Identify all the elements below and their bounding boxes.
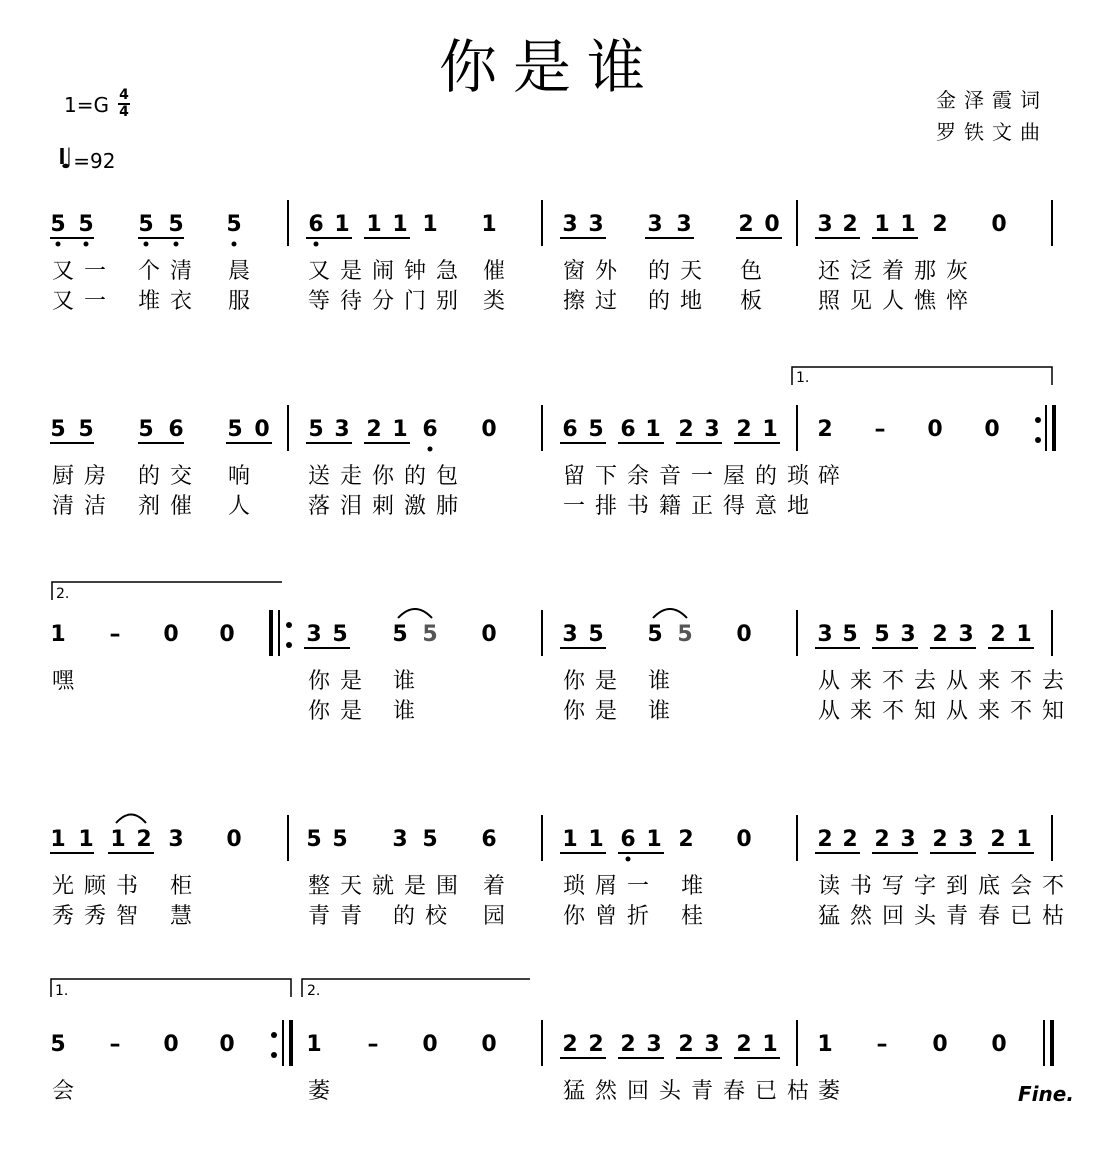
note: 3 [958,622,974,647]
lyric: 着 [483,874,516,899]
volta-label-1b: 1. [55,983,69,999]
note: 6 [481,827,497,852]
note: – [109,1032,121,1057]
lyric: 桂 [681,904,714,929]
note: 2 [874,827,890,852]
note: 0 [764,212,780,237]
note: 0 [481,1032,497,1057]
lyric: 慧 [170,904,203,929]
lyric: 清洁 [52,494,117,519]
note: 5 [422,622,438,647]
note: 0 [991,212,1007,237]
time-bottom: 4 [119,104,129,120]
note: 1 [422,212,438,237]
note: 0 [736,827,752,852]
note: 2 [932,622,948,647]
note: 5 [226,212,242,237]
note: 3 [900,622,916,647]
note: 5 [842,622,858,647]
note: 1 [646,827,662,852]
volta-label-2: 2. [56,586,70,602]
lyric: 响 [228,464,261,489]
lyric: 猛然回头青春已枯 [818,904,1075,929]
note: 3 [392,827,408,852]
note: 0 [991,1032,1007,1057]
note: 0 [984,417,1000,442]
lyric: 等待分门别 [308,289,469,314]
note: 1 [588,827,604,852]
lyric: 萎 [818,1079,851,1104]
note: 1 [1016,622,1032,647]
note: 5 [874,622,890,647]
lyric: 从来不去从来不去 [818,669,1075,694]
note: 6 [308,212,324,237]
note: 1 [50,622,66,647]
note: 2 [736,1032,752,1057]
note: 3 [704,1032,720,1057]
lyric: 窗外 [563,259,628,284]
tempo-value: =92 [73,149,116,173]
note: 1 [762,417,778,442]
note: 3 [646,1032,662,1057]
note: 1 [334,212,350,237]
lyric: 的地 [648,289,713,314]
note: 0 [481,622,497,647]
lyric: 堆衣 [138,289,203,314]
note: 5 [422,827,438,852]
lyric: 你是 [308,699,373,724]
note: 2 [842,827,858,852]
lyric: 厨房 [52,464,117,489]
note: 0 [219,622,235,647]
note: 5 [78,212,94,237]
volta-brackets [51,367,1052,997]
note: 0 [254,417,270,442]
lyric: 园 [483,904,516,929]
lyric: 留下余音一屋的琐 [563,464,820,489]
note: 2 [136,827,152,852]
note: 6 [168,417,184,442]
lyric: 谁 [648,669,681,694]
lyric: 的天 [648,259,713,284]
lyric: 嘿 [52,669,85,694]
lyric: 板 [740,289,773,314]
note: 5 [588,622,604,647]
note: 3 [562,212,578,237]
lyric: 你是 [563,669,628,694]
lyric: 晨 [228,259,261,284]
note: 5 [306,827,322,852]
note: 3 [306,622,322,647]
note: 2 [620,1032,636,1057]
quarter-note-icon: ♩ [60,142,74,175]
lyric: 会 [52,1079,85,1104]
note: 1 [645,417,661,442]
note: 6 [562,417,578,442]
lyric: 柜 [170,874,203,899]
lyric: 你曾折 [563,904,660,929]
note: 5 [138,212,154,237]
lyric: 还泛着那灰 [818,259,979,284]
lyricist-credit: 金泽霞词 [936,88,1048,112]
note: 3 [334,417,350,442]
note: 1 [50,827,66,852]
note: 2 [678,827,694,852]
note: 5 [78,417,94,442]
lyric: 谁 [393,699,426,724]
note: 1 [900,212,916,237]
lyric: 猛然回头青春已枯 [563,1079,820,1104]
note: 1 [392,212,408,237]
volta-label-1: 1. [796,370,810,386]
lyric: 谁 [648,699,681,724]
note: 0 [736,622,752,647]
note: 1 [562,827,578,852]
lyric: 又是闹钟急 [308,259,469,284]
repeat-dots [271,417,1041,1058]
note: 2 [562,1032,578,1057]
note: 2 [736,417,752,442]
note: 5 [50,212,66,237]
note: 5 [392,622,408,647]
composer-credit: 罗铁文曲 [936,120,1048,144]
note: 3 [817,622,833,647]
note: 5 [332,827,348,852]
note: – [109,622,121,647]
note: – [874,417,886,442]
note: 0 [219,1032,235,1057]
lyric: 你是 [308,669,373,694]
lyric: 照见人憔悴 [818,289,979,314]
volta-label-2b: 2. [307,983,321,999]
lyric: 谁 [393,669,426,694]
lyric: 又一 [52,259,117,284]
lyric: 催 [483,259,516,284]
lyric: 光顾书 [52,874,149,899]
lyric: 琐屑一 [563,874,660,899]
note: 2 [990,622,1006,647]
note: 2 [588,1032,604,1057]
note: 3 [817,212,833,237]
lyric: 个清 [138,259,203,284]
barlines [271,200,1054,1066]
note: 1 [817,1032,833,1057]
lyric: 萎 [308,1079,341,1104]
key-signature: 1=G [64,93,109,117]
note: 2 [932,212,948,237]
lyric: 堆 [681,874,714,899]
note: 5 [138,417,154,442]
note: 5 [50,417,66,442]
fine-marking: Fine. [1018,1082,1074,1106]
note: 1 [78,827,94,852]
note: 5 [50,1032,66,1057]
note: 2 [842,212,858,237]
note: 2 [366,417,382,442]
note: 3 [647,212,663,237]
lyric: 秀秀智 [52,904,149,929]
note: 6 [422,417,438,442]
note: 1 [366,212,382,237]
lyric: 色 [740,259,773,284]
note: – [876,1032,888,1057]
note: 1 [306,1032,322,1057]
note: – [367,1032,379,1057]
note: 0 [481,417,497,442]
lyric: 人 [228,494,261,519]
page-title: 你是谁 [438,33,661,101]
note: 5 [677,622,693,647]
lyric: 从来不知从来不知 [818,699,1075,724]
note: 1 [1016,827,1032,852]
note: 3 [704,417,720,442]
lyric: 青青 [308,904,373,929]
note: 1 [762,1032,778,1057]
lyric: 的交 [138,464,203,489]
note: 5 [588,417,604,442]
note: 3 [676,212,692,237]
octave-dots [56,242,631,862]
note: 1 [110,827,126,852]
note: 0 [226,827,242,852]
lyric: 一排书籍正得意地 [563,494,820,519]
note: 2 [738,212,754,237]
note: 0 [422,1032,438,1057]
note: 5 [332,622,348,647]
lyric: 你是 [563,699,628,724]
note: 6 [620,417,636,442]
note: 2 [990,827,1006,852]
lyric: 送走你的包 [308,464,469,489]
note: 5 [168,212,184,237]
note: 3 [900,827,916,852]
note: 3 [958,827,974,852]
lyric: 碎 [818,464,851,489]
note: 2 [678,1032,694,1057]
note: 0 [932,1032,948,1057]
note: 2 [932,827,948,852]
lyric: 又一 [52,289,117,314]
lyric: 类 [483,289,516,314]
note: 6 [620,827,636,852]
note: 2 [817,827,833,852]
note: 0 [163,622,179,647]
lyric: 落泪刺激肺 [308,494,469,519]
note: 3 [168,827,184,852]
note: 0 [927,417,943,442]
note: 1 [874,212,890,237]
note: 5 [308,417,324,442]
ties [116,609,687,823]
note: 3 [588,212,604,237]
lyric: 擦过 [563,289,628,314]
note: 2 [817,417,833,442]
time-top: 4 [119,87,129,103]
note: 1 [481,212,497,237]
note: 0 [163,1032,179,1057]
note: 5 [227,417,243,442]
lyric: 剂催 [138,494,203,519]
note: 3 [562,622,578,647]
lyric: 整天就是围 [308,874,469,899]
note: 5 [647,622,663,647]
lyric: 读书写字到底会不 [818,874,1075,899]
note: 2 [678,417,694,442]
lyric: 的校 [393,904,458,929]
note: 1 [392,417,408,442]
lyric: 服 [228,289,261,314]
